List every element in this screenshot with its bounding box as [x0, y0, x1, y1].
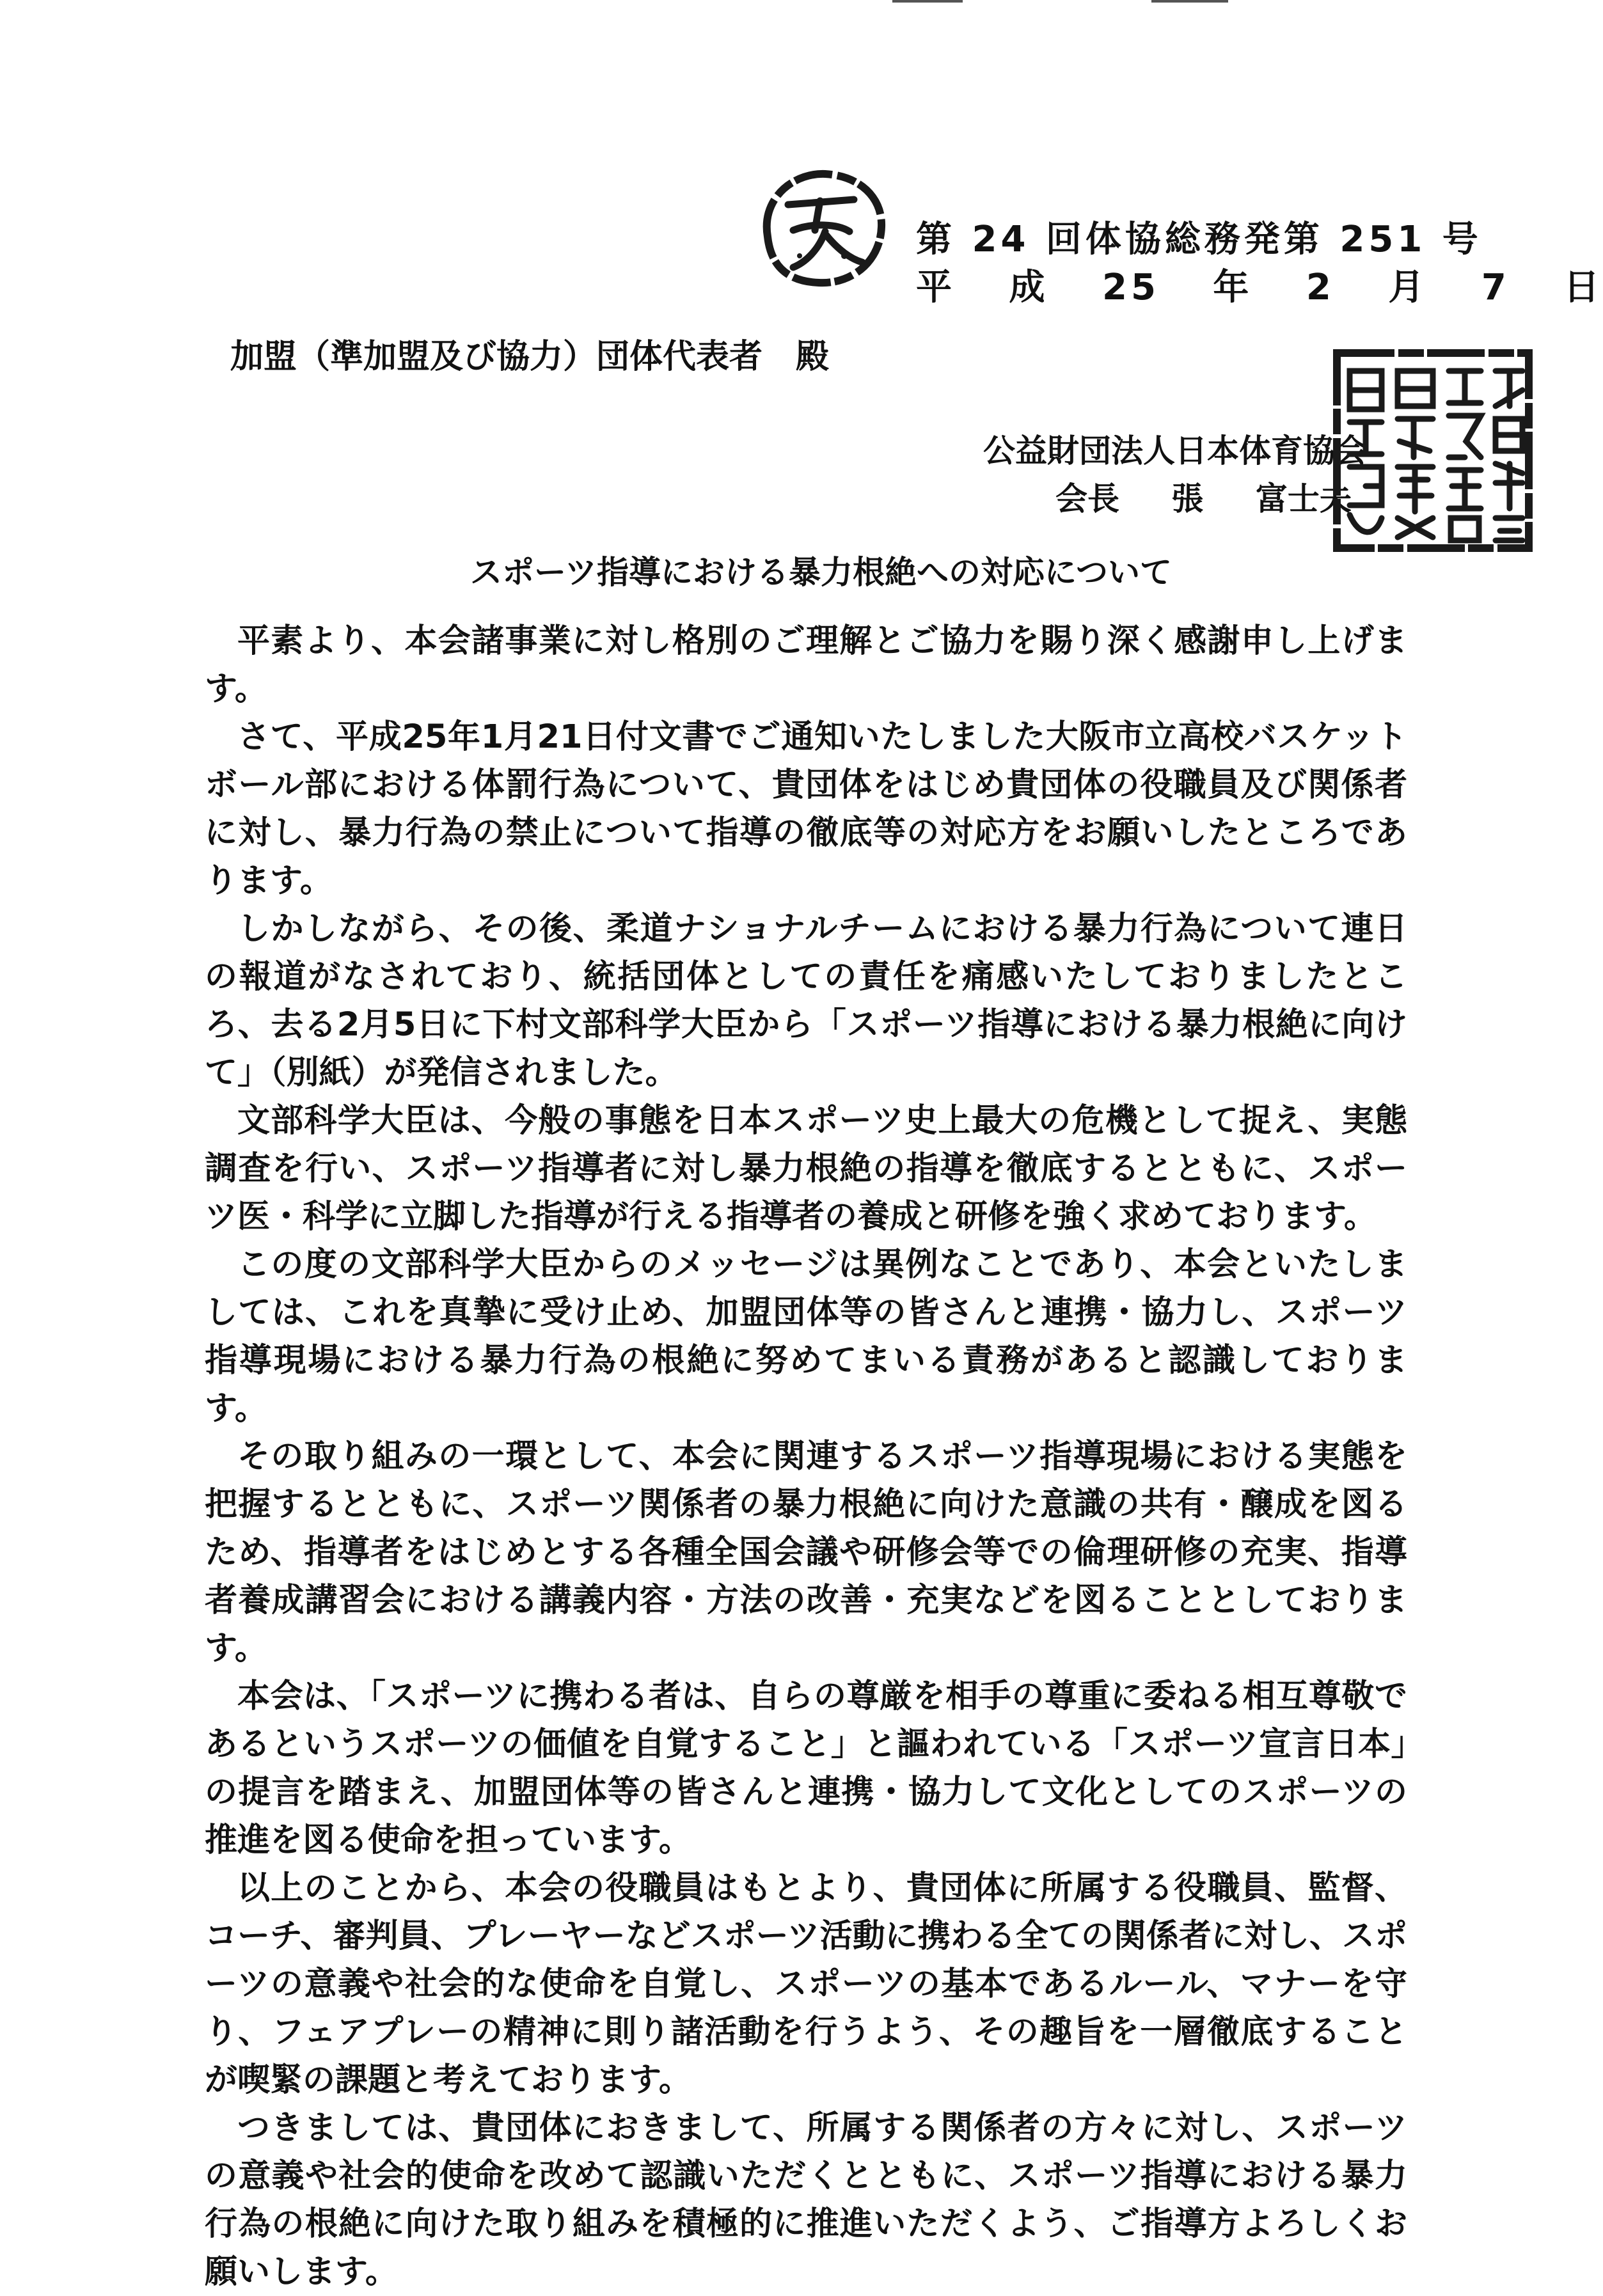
scan-artifact-mark	[1151, 0, 1228, 3]
body-paragraph: 平素より、本会諸事業に対し格別のご理解とご協力を賜り深く感謝申し上げます。	[205, 622, 1407, 708]
association-seal	[1331, 345, 1535, 556]
body-paragraph: さて、平成25年1月21日付文書でご通知いたしました大阪市立高校バスケットボール部における体罰行為について、貴団体をはじめ貴団体の役職員及び関係者に対し、暴力行為の禁止について指導の徹底等の対応方をお願いしたところであります。	[205, 718, 1407, 900]
scan-artifact-mark	[892, 0, 963, 3]
subject-title: スポーツ指導における暴力根絶への対応について	[470, 554, 1172, 591]
sender-name: 会長 張 富士夫	[1055, 480, 1352, 517]
sender-organization: 公益財団法人日本体育協会	[983, 432, 1367, 469]
body-paragraph: しかしながら、その後、柔道ナショナルチームにおける暴力行為について連日の報道がなされており、統括団体としての責任を痛感いたしておりましたところ、去る2月5日に下村文部科学大臣から「スポーツ指導における暴力根絶に向けて」（別紙）が発信されました。	[205, 910, 1407, 1092]
body-paragraph: 文部科学大臣は、今般の事態を日本スポーツ史上最大の危機として捉え、実態調査を行い、スポーツ指導者に対し暴力根絶の指導を徹底するとともに、スポーツ医・科学に立脚した指導が行える指導者の養成と研修を強く求めております。	[205, 1102, 1407, 1236]
document-number: 第 24 回体協総務発第 251 号	[916, 219, 1482, 260]
body-paragraph: この度の文部科学大臣からのメッセージは異例なことであり、本会といたしましては、これを真摯に受け止め、加盟団体等の皆さんと連携・協力し、スポーツ指導現場における暴力行為の根絶に努めてまいる責務があると認識しております。	[205, 1246, 1407, 1427]
received-stamp	[748, 160, 896, 294]
body-paragraph: 以上のことから、本会の役職員はもとより、貴団体に所属する役職員、監督、コーチ、審判員、プレーヤーなどスポーツ活動に携わる全ての関係者に対し、スポーツの意義や社会的な使命を自覚し、スポーツの基本であるルール、マナーを守り、フェアプレーの精神に則り諸活動を行うよう、その趣旨を一層徹底することが喫緊の課題と考えております。	[205, 1869, 1407, 2099]
body-paragraph: 本会は、「スポーツに携わる者は、自らの尊厳を相手の尊重に委ねる相互尊敬であるというスポーツの価値を自覚すること」と謳われている「スポーツ宣言日本」の提言を踏まえ、加盟団体等の皆さんと連携・協力して文化としてのスポーツの推進を図る使命を担っています。	[205, 1678, 1407, 1859]
letter-body	[205, 617, 1407, 2296]
body-paragraph: その取り組みの一環として、本会に関連するスポーツ指導現場における実態を把握するとともに、スポーツ関係者の暴力根絶に向けた意識の共有・醸成を図るため、指導者をはじめとする各種全国会議や研修会等での倫理研修の充実、指導者養成講習会における講義内容・方法の改善・充実などを図ることとしております。	[205, 1438, 1407, 1667]
document-date: 平 成 25 年 2 月 7 日	[916, 267, 1603, 308]
body-paragraph: つきましては、貴団体におきまして、所属する関係者の方々に対し、スポーツの意義や社会的使命を改めて認識いただくとともに、スポーツ指導における暴力行為の根絶に向けた取り組みを積極的に推進いただくよう、ご指導方よろしくお願いします。	[205, 2109, 1407, 2291]
recipient-line: 加盟（準加盟及び協力）団体代表者 殿	[230, 338, 830, 376]
